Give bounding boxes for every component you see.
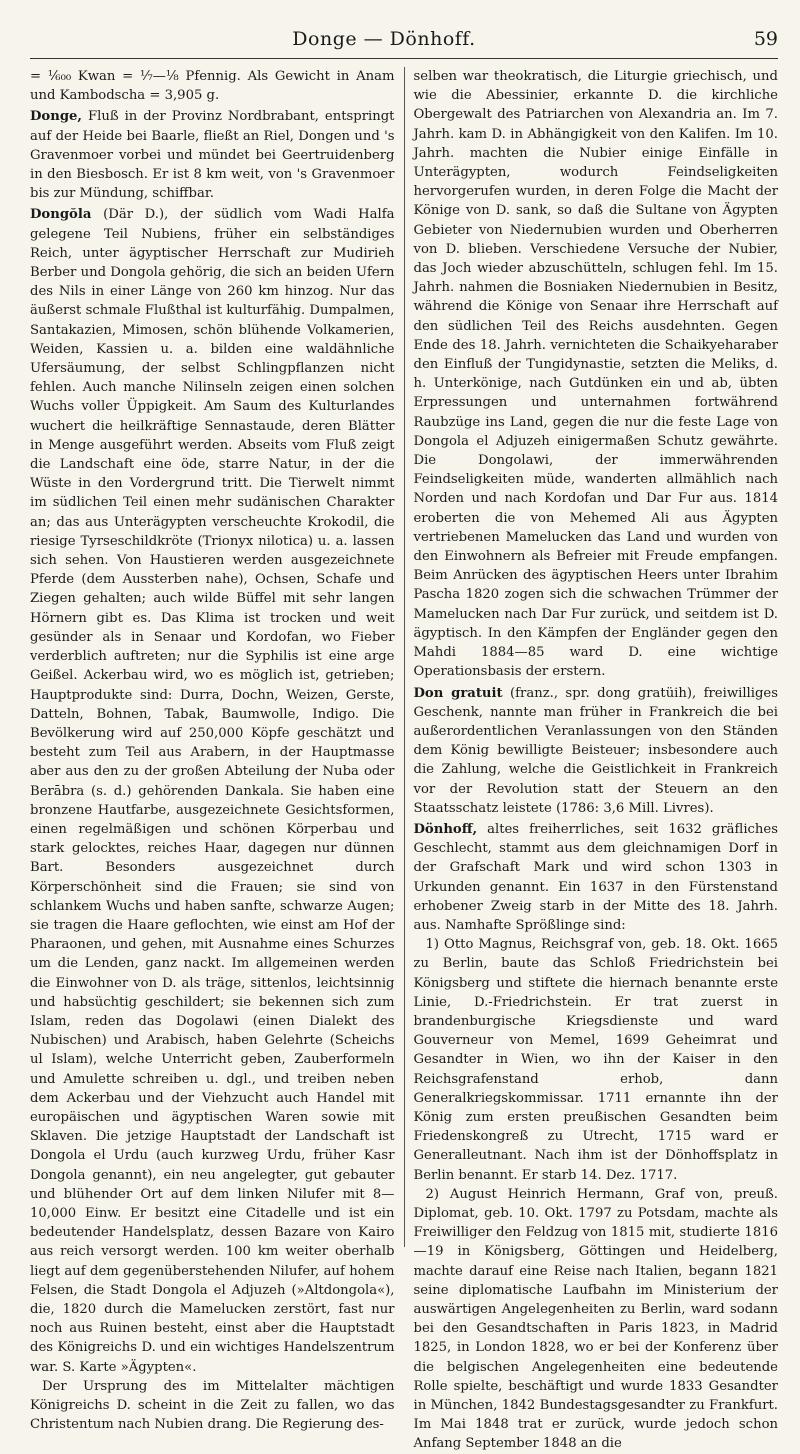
headword: Donge,: [30, 109, 83, 125]
headword: Don gratuit: [413, 685, 503, 701]
continuation-paragraph: selben war theokratisch, die Liturgie griechisch, und wie die Abessinier, erkannte D. die kirchliche Obergewalt des Patriarchen von Alexandria an. Im 7. Jahrh. kam D. in Abhängigkeit von den Kalifen. Im 10. Jahrh. machten die Nubier einige Einfälle in Unterägypten, wodurch Feindseligkeiten hervorgerufen wurden, in deren Folge die Macht der Könige von D. sank, so daß die Sultane von Ägypten Gebieter von Niedernubien wurden und Oberherren von D. blieben. Verschiedene Versuche der Nubier, das Joch wieder abzuschütteln, schlugen fehl. Im 15. Jahrh. nahmen die Bosniaken Niedernubien in Besitz, während die Könige von Senaar ihre Herrschaft auf den südlichen Teil des Reichs ausdehnten. Gegen Ende des 18. Jahrh. vernichteten die Schaikyeharaber den Einfluß der Tungidynastie, setzten die Meliks, d. h. Unterkönige, nach Gutdünken ein und ab, übten Erpressungen und unternahmen fortwährend Raubzüge ins Land, gegen die nur die feste Lage von Dongola el Adjuzeh einigermaßen Schutz gewährte. Die Dongolawi, der immerwährenden Feindseligkeiten müde, wanderten allmählich nach Norden und nach Kordofan und Dar Fur aus. 1814 eroberten die von Mehemed Ali aus Ägypten vertriebenen Mamelucken das Land und wurden von den Einwohnern als Befreier mit Freude empfangen. Beim Anrücken des ägyptischen Heers unter Ibrahim Pascha 1820 zogen sich die schwachen Trümmer der Mamelucken nach Dar Fur zurück, und seitdem ist D. ägyptisch. In den Kämpfen der Engländer gegen den Mahdi 1884—85 ward D. eine wichtige Operationsbasis der erstern.: [413, 69, 778, 680]
entry-text: Fluß in der Provinz Nordbrabant, entspringt auf der Heide bei Baarle, fließt an Riel, Dongen und 's Gravenmoer vorbei und mündet bei Geertruidenberg in den Biesbosch. Er ist 8 km weit, von 's Gravenmoer bis zur Mündung, schiffbar.: [30, 109, 395, 202]
paragraph: Der Ursprung des im Mittelalter mächtigen Königreichs D. scheint in die Zeit zu fallen, wo das Christentum nach Nubien drang. Die Regierung des-: [30, 1378, 395, 1433]
entry-text: altes freiherrliches, seit 1632 gräfliches Geschlecht, stammt aus dem gleichnamigen Dorf in der Grafschaft Mark und wird schon 1303 in Urkunden genannt. Ein 1637 in den Fürstenstand erhobener Zweig starb in der Mitte des 18. Jahrh. aus. Namhafte Sprößlinge sind:: [413, 821, 778, 933]
entry-doenhoff: [414, 820, 779, 935]
right-column: [404, 67, 779, 1452]
entry-dongola: [30, 205, 395, 1376]
headword: Dönhoff,: [413, 821, 478, 837]
continuation-paragraph: = ¹⁄₆₀₀ Kwan = ¹⁄₇—¹⁄₈ Pfennig. Als Gewicht in Anam und Kambodscha = 3,905 g.: [30, 69, 395, 104]
subentry-otto-magnus: 1) Otto Magnus, Reichsgraf von, geb. 18. Okt. 1665 zu Berlin, baute das Schloß Friedrichstein bei Königsberg und stiftete die hiernach benannte erste Linie, D.-Friedrichstein. Er trat zuerst in brandenburgische Kriegsdienste und ward Gouverneur von Memel, 1699 Geheimrat und Gesandter in Wien, wo ihn der Kaiser in den Reichsgrafenstand erhob, dann Generalkriegskommissar. 1711 ernannte ihn der König zum ersten preußischen Gesandten beim Friedenskongreß zu Utrecht, 1715 ward er Generalleutnant. Nach ihm ist der Dönhoffsplatz in Berlin benannt. Er starb 14. Dez. 1717.: [413, 937, 778, 1183]
headword: Dongŏla: [30, 207, 92, 223]
entry-don-gratuit: [414, 684, 779, 818]
left-column: [30, 67, 404, 1433]
page-header: [30, 28, 778, 59]
entry-text: (Där D.), der südlich vom Wadi Halfa gelegene Teil Nubiens, früher ein selbständiges Reich, unter ägyptischer Herrschaft zur Mudirieh Berber und Dongola gehörig, die sich an beiden Ufern des Nils in einer Länge von 260 km hinzog. Nur das äußerst schmale Flußthal ist kulturfähig. Dumpalmen, Santakazien, Mimosen, schön blühende Volkamerien, Weiden, Kassien u. a. bilden eine waldähnliche Ufersäumung, der selbst Schlingpflanzen nicht fehlen. Auch manche Nilinseln zeigen einen solchen Wuchs voller Üppigkeit. Am Saum des Kulturlandes wuchert die heilkräftige Sennastaude, deren Blätter in Menge ausgeführt werden. Abseits vom Fluß zeigt die Landschaft eine öde, starre Natur, in der die Wüste in den Vordergrund tritt. Die Tierwelt nimmt im südlichen Teil einen mehr sudänischen Charakter an; das aus Unterägypten verscheuchte Krokodil, die riesige Tyrseschildkröte (Trionyx nilotica) u. a. lassen sich sehen. Von Haustieren werden ausgezeichnete Pferde (dem Aussterben nahe), Ochsen, Schafe und Ziegen gehalten; auch wilde Büffel mit sehr langen Hörnern gibt es. Das Klima ist trocken und weit gesünder als in Senaar und Kordofan, wo Fieber verderblich auftreten; nur die Syphilis ist eine arge Geißel. Ackerbau wird, wo es möglich ist, getrieben; Hauptprodukte sind: Durra, Dochn, Weizen, Gerste, Datteln, Bohnen, Tabak, Baumwolle, Indigo. Die Bevölkerung wird auf 250,000 Köpfe geschätzt und besteht zum Teil aus Arabern, in der Hauptmasse aber aus den zu der großen Abteilung der Nuba oder Berābra (s. d.) gehörenden Dankala. Sie haben eine bronzene Hautfarbe, ausgezeichnete Gesichtsformen, einen regelmäßigen und schönen Körperbau und stark gelocktes, reiches Haar, dagegen nur dünnen Bart. Besonders ausgezeichnet durch Körperschönheit sind die Frauen; sie sind von schlankem Wuchs und haben sanfte, schwarze Augen; sie tragen die Haare geflochten, wie einst am Hof der Pharaonen, und gehen, mit Ausnahme eines Schurzes um die Lenden, ganz nackt. Im allgemeinen werden die Einwohner von D. als träge, sittenlos, leichtsinnig und habsüchtig geschildert; sie bekennen sich zum Islam, reden das Dogolawi (einen Dialekt des Nubischen) und Arabisch, haben Gelehrte (Scheichs ul Islam), welche Unterricht geben, Zauberformeln und Amulette schreiben u. dgl., und treiben neben dem Ackerbau und der Viehzucht auch Handel mit europäischen und ägyptischen Waren sowie mit Sklaven. Die jetzige Hauptstadt der Landschaft ist Dongola el Urdu (auch kurzweg Urdu, früher Kasr Dongola genannt), ein neu angelegter, gut gebauter und blühender Ort auf dem linken Nilufer mit 8—10,000 Einw. Er besitzt eine Citadelle und ist ein bedeutender Handelsplatz, dessen Bazare von Kairo aus reich versorgt werden. 100 km weiter oberhalb liegt auf dem gegenüberstehenden Nilufer, auf hohem Felsen, die Stadt Dongola el Adjuzeh (»Altdongola«), die, 1820 durch die Mamelucken zerstört, fast nur noch aus Ruinen besteht, einst aber die Hauptstadt des Königreichs D. und ein wichtiges Handelszentrum war. S. Karte »Ägypten«.: [30, 207, 395, 1375]
subentry-august-heinrich: 2) August Heinrich Hermann, Graf von, preuß. Diplomat, geb. 10. Okt. 1797 zu Potsdam, machte als Freiwilliger den Feldzug von 1815 mit, studierte 1816—19 in Königsberg, Göttingen und Heidelberg, machte darauf eine Reise nach Italien, begann 1821 seine diplomatische Laufbahn im Ministerium der auswärtigen Angelegenheiten zu Berlin, ward sodann bei den Gesandtschaften in Paris 1823, in Madrid 1825, in London 1828, wo er bei der Konferenz über die belgischen Angelegenheiten eine bedeutende Rolle spielte, beschäftigt und wurde 1833 Gesandter in München, 1842 Bundestagsgesandter zu Frankfurt. Im Mai 1848 trat er zurück, wurde jedoch schon Anfang September 1848 an die: [413, 1186, 778, 1452]
page-number: 59: [753, 28, 778, 50]
entry-donge: [30, 107, 395, 203]
entry-text: (franz., spr. dong gratüih), freiwilliges Geschenk, nannte man früher in Frankreich die bei außerordentlichen Veranlassungen von den Ständen dem König bewilligte Beisteuer; insbesondere auch die Zahlung, welche die Geistlichkeit in Frankreich vor der Revolution statt der Steuern an den Staatsschatz leistete (1786: 3,6 Mill. Livres).: [413, 685, 779, 816]
text-columns: [30, 67, 779, 1452]
running-title: Donge — Dönhoff.: [292, 28, 476, 50]
